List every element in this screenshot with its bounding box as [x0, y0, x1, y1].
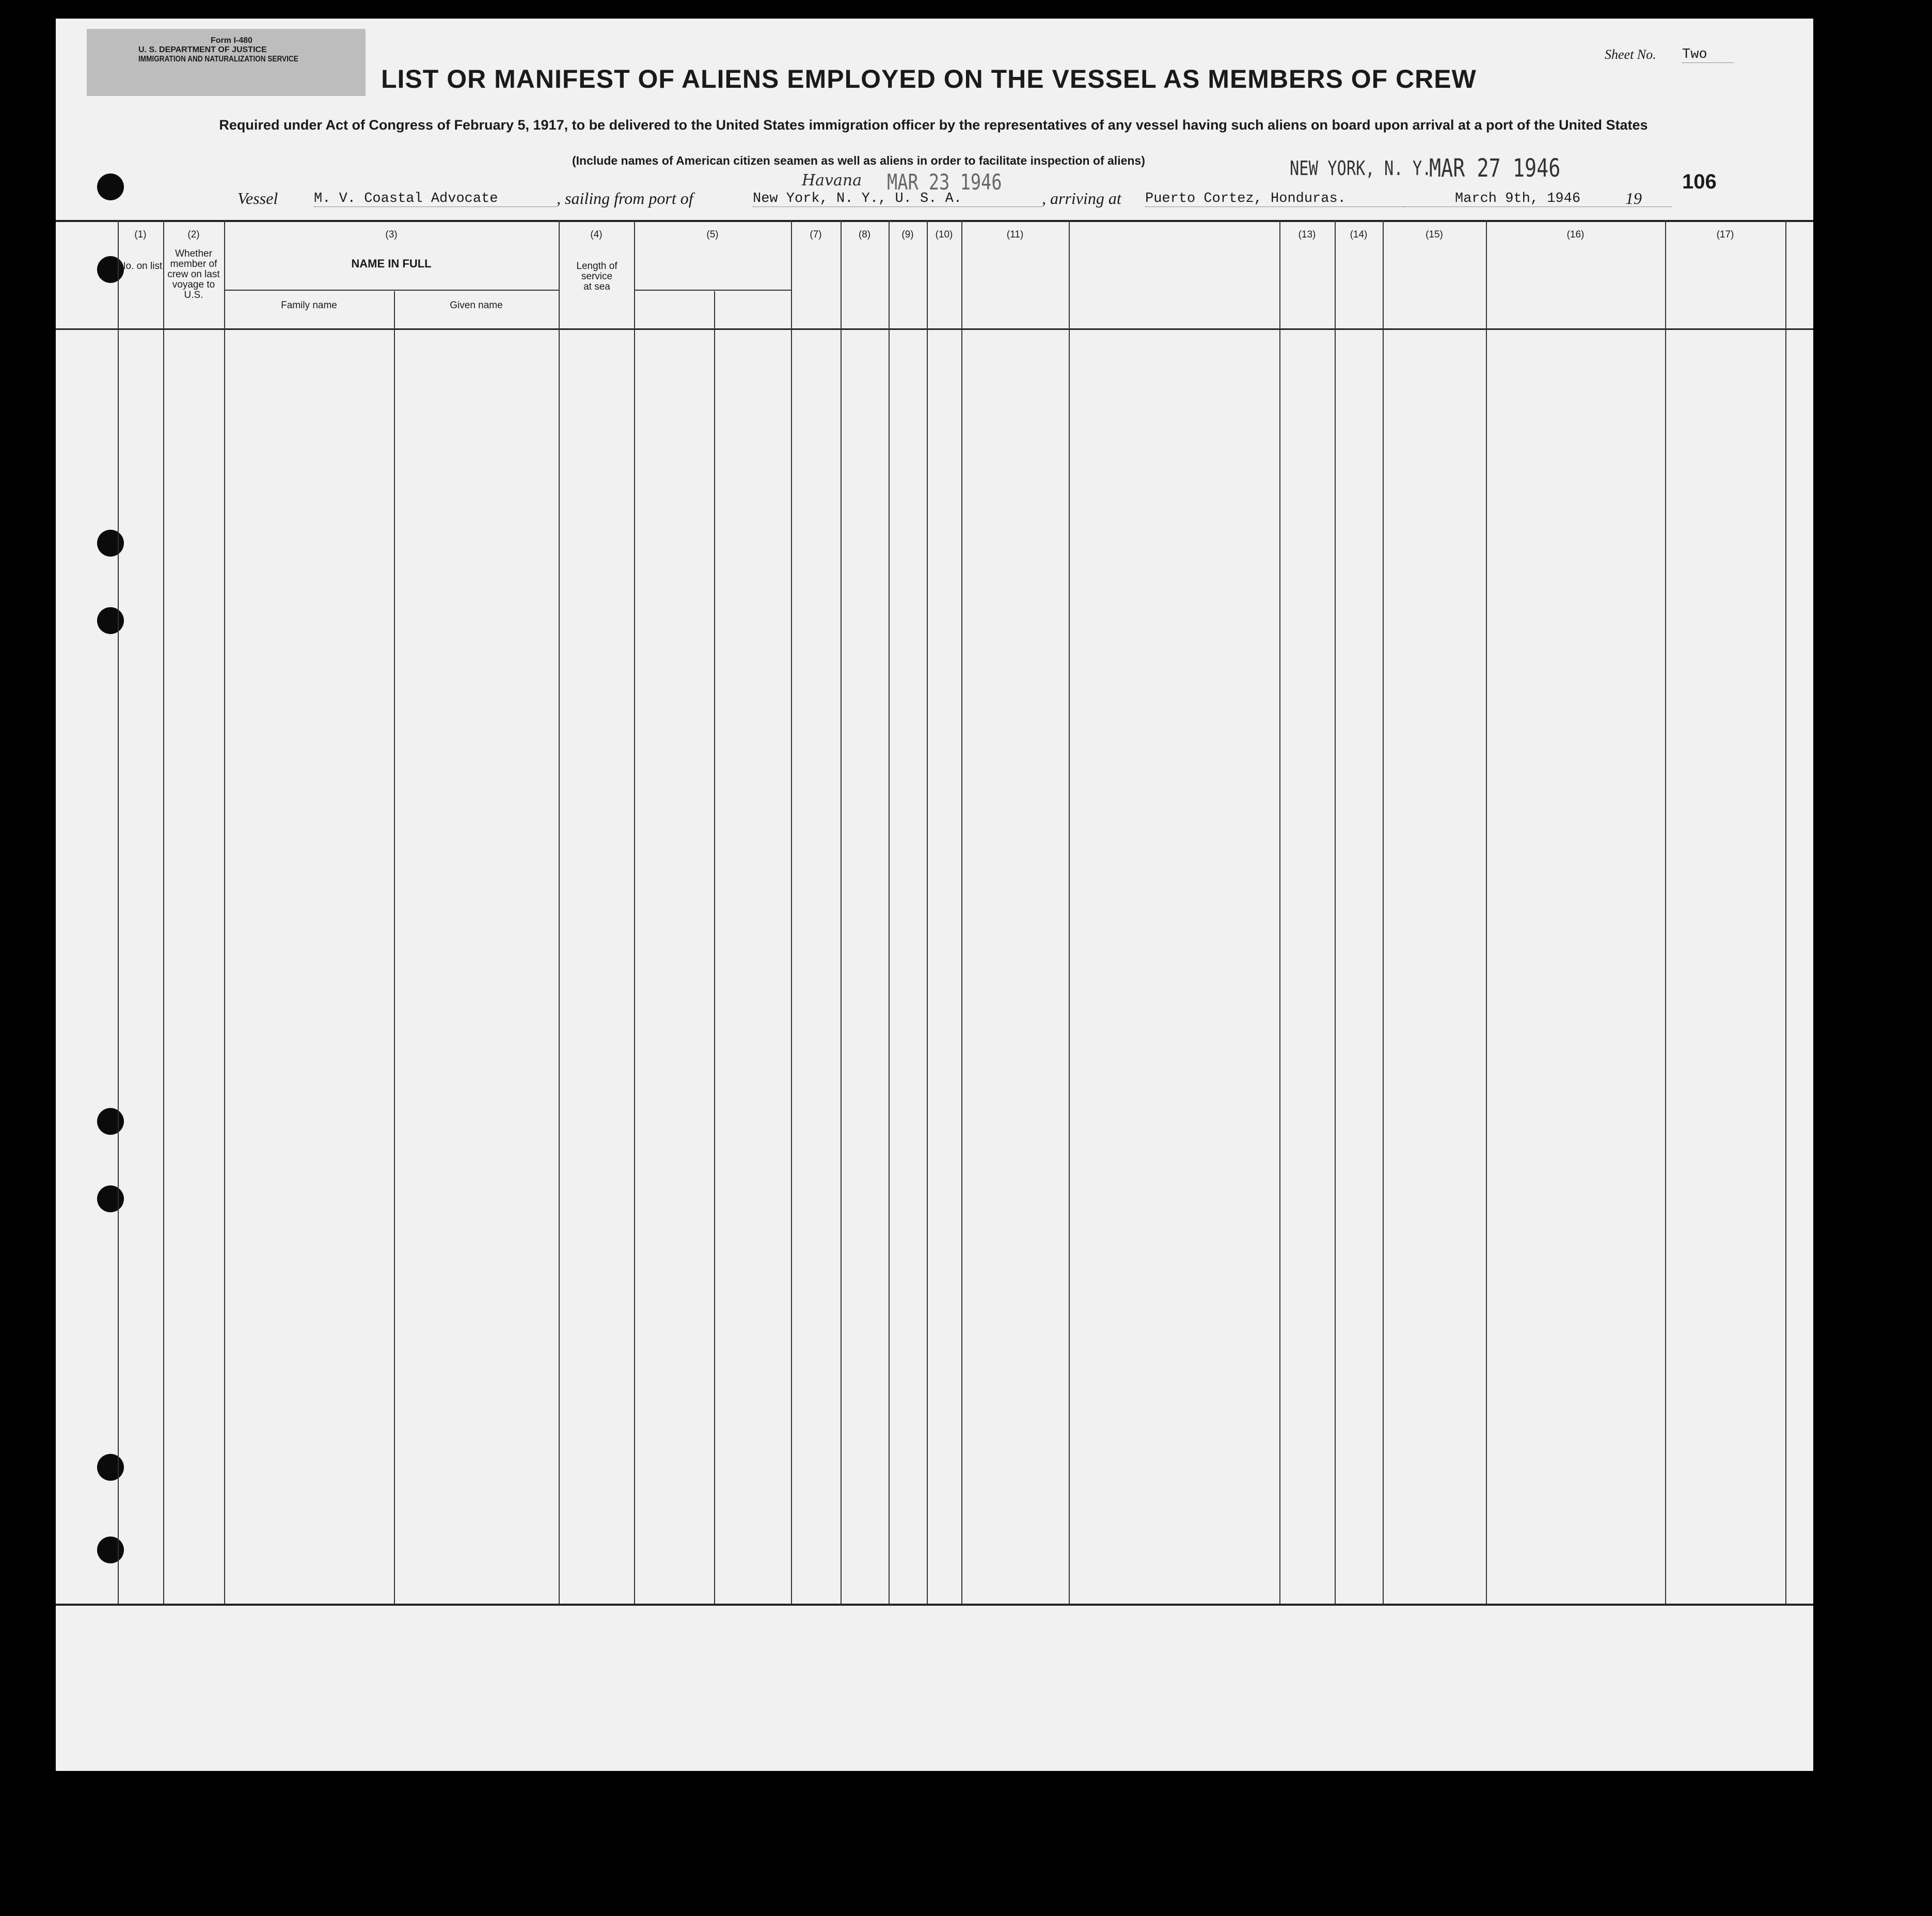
- column-line: [791, 220, 792, 1604]
- manifest-subtitle: Required under Act of Congress of February 5, 1917, to be delivered to the United States immigration officer by the representatives of any vessel having such aliens on board upon arrival at a port of the United States: [219, 117, 1648, 133]
- arriving-port: Puerto Cortez, Honduras.: [1145, 191, 1403, 207]
- col-num-4: (4): [590, 229, 603, 240]
- header-family-name: Family name: [281, 300, 337, 311]
- punch-hole: [97, 1454, 124, 1481]
- column-line: [224, 220, 225, 1604]
- col-num-7: (7): [810, 229, 822, 240]
- col-num-14: (14): [1350, 229, 1368, 240]
- col-num-16: (16): [1566, 229, 1585, 240]
- punch-hole: [97, 530, 124, 557]
- column-line: [927, 220, 928, 1604]
- sailing-port: New York, N. Y., U. S. A.: [753, 191, 1042, 207]
- sheet-label: Sheet No.: [1605, 47, 1656, 62]
- punch-hole: [97, 1185, 124, 1212]
- col-num-11: (11): [1006, 229, 1024, 240]
- column-line: [1069, 220, 1070, 1604]
- column-line: [1665, 220, 1666, 1604]
- manifest-title: LIST OR MANIFEST OF ALIENS EMPLOYED ON THE VESSEL AS MEMBERS OF CREW: [381, 65, 1477, 93]
- col-num-10: (10): [935, 229, 953, 240]
- punch-hole: [97, 1537, 124, 1563]
- column-line: [1785, 220, 1786, 1604]
- port-date-stamp: MAR 23 1946: [887, 169, 1002, 195]
- col-num-5: (5): [706, 229, 719, 240]
- column-line: [961, 220, 962, 1604]
- manifest-page: [56, 19, 1813, 1771]
- column-line: [1335, 220, 1336, 1604]
- col-num-1: (1): [134, 229, 147, 240]
- header-name-in-full: NAME IN FULL: [351, 257, 432, 270]
- service-name: IMMIGRATION AND NATURALIZATION SERVICE: [138, 55, 298, 64]
- handwritten-port: Havana: [802, 171, 862, 189]
- column-line: [1383, 220, 1384, 1604]
- sailing-label: , sailing from port of: [557, 189, 693, 208]
- table-top-border: [56, 220, 1813, 222]
- name-subheader-line: [224, 290, 559, 291]
- column-line: [1279, 220, 1280, 1604]
- header-length-of-service: Length of service at sea: [576, 261, 617, 292]
- column-line: [394, 291, 395, 1604]
- table-bottom-border: [56, 1604, 1813, 1606]
- vessel-label: Vessel: [237, 189, 278, 208]
- year-label: 19: [1625, 189, 1642, 208]
- form-number: Form I-480: [211, 36, 252, 45]
- arrival-port-stamp: NEW YORK, N. Y.: [1290, 157, 1432, 180]
- column-line: [634, 220, 635, 1604]
- punch-hole: [97, 1108, 124, 1135]
- column-line: [118, 220, 119, 1604]
- shipped-subheader-line: [634, 290, 791, 291]
- vessel-name: M. V. Coastal Advocate: [314, 191, 557, 207]
- col-num-15: (15): [1426, 229, 1443, 240]
- col-num-13: (13): [1298, 229, 1316, 240]
- column-line: [163, 220, 164, 1604]
- column-line: [889, 220, 890, 1604]
- header-last-voyage: Whether member of crew on last voyage to U.S.: [167, 248, 220, 300]
- col-num-8: (8): [858, 229, 871, 240]
- arriving-label: , arriving at: [1042, 189, 1121, 208]
- vessel-date: March 9th, 1946: [1403, 191, 1672, 207]
- col-num-17: (17): [1716, 229, 1734, 240]
- column-line: [714, 291, 715, 1604]
- col-num-3: (3): [385, 229, 398, 240]
- punch-hole: [97, 607, 124, 634]
- column-line: [841, 220, 842, 1604]
- page-number: 106: [1682, 170, 1717, 193]
- include-note: (Include names of American citizen seamen as well as aliens in order to facilitate inspection of aliens): [572, 154, 1145, 167]
- header-given-name: Given name: [450, 300, 503, 311]
- arrival-date-stamp: MAR 27 1946: [1429, 154, 1561, 183]
- punch-hole: [97, 173, 124, 200]
- header-bottom-border: [56, 328, 1813, 330]
- header-no-on-list: No. on list: [118, 261, 163, 272]
- col-num-9: (9): [901, 229, 914, 240]
- column-line: [1486, 220, 1487, 1604]
- column-line: [559, 220, 560, 1604]
- sheet-value: Two: [1682, 47, 1734, 63]
- department-name: U. S. DEPARTMENT OF JUSTICE: [138, 45, 267, 54]
- col-num-2: (2): [187, 229, 200, 240]
